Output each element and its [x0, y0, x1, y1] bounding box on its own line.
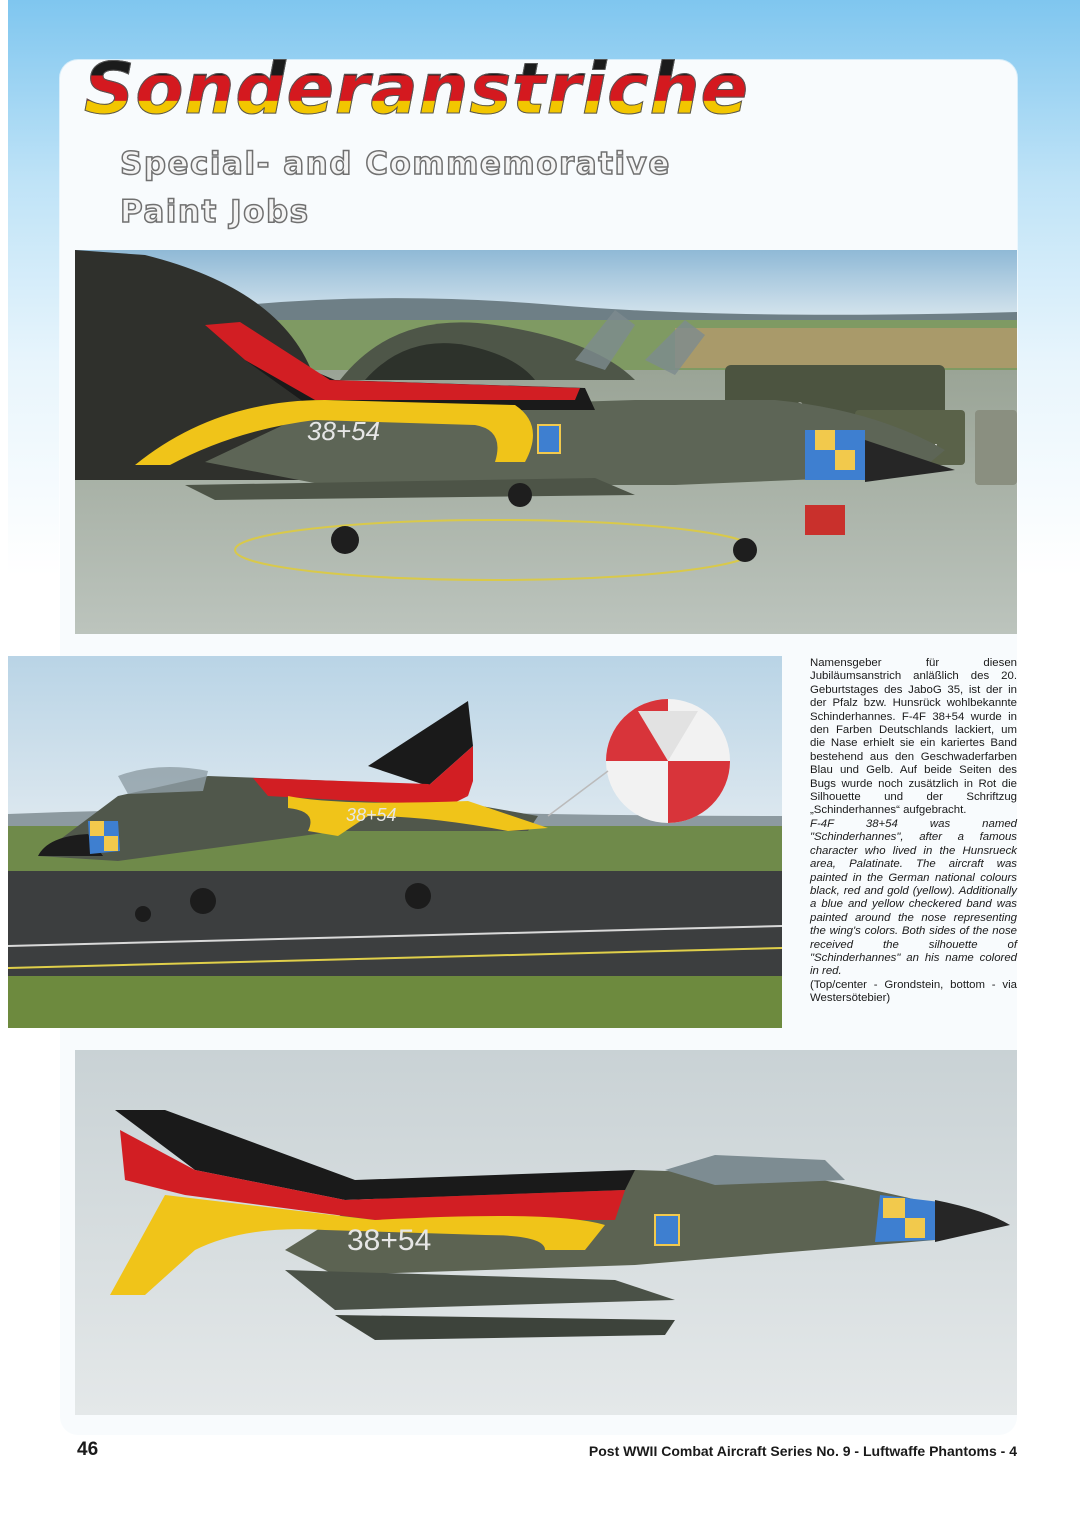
- photo-middle-phantom-drag-chute: [8, 656, 782, 1028]
- top-serial-text: 38+54: [307, 416, 381, 446]
- page-subtitle: [120, 140, 671, 236]
- bottom-serial-text: 38+54: [347, 1224, 432, 1257]
- subtitle-line-1: Special- and Commemorative: [120, 146, 671, 182]
- photo-bottom-illustration: [75, 1050, 1017, 1415]
- series-title: Post WWII Combat Aircraft Series No. 9 - Luftwaffe Phantoms - 4: [588, 1443, 1017, 1459]
- middle-serial-text: 38+54: [346, 805, 397, 825]
- caption-credit: (Top/center - Grondstein, bottom - via Westersötebier): [810, 978, 1017, 1005]
- photo-bottom-phantom-in-flight: [75, 1050, 1017, 1415]
- subtitle-line-2: Paint Jobs: [120, 194, 310, 230]
- caption-german: Namensgeber für diesen Jubiläumsanstrich anläßlich des 20. Geburtstages des JaboG 35, ist der in der Pfalz bzw. Hunsrück wohlbekannte Schinderhannes. F-4F 38+54 wurde in den Farben Deutschlands lackiert, um die Nase erhielt sie ein kariertes Band bestehend aus den Geschwaderfarben Blau und Gelb. Auf beide Seiten des Bugs wurde noch zusätzlich in Rot die Silhouette und der Schriftzug „Schinderhannes“ aufgebracht.: [810, 657, 1017, 817]
- photo-caption: [810, 657, 1017, 1006]
- page-title: Sonderanstriche: [84, 48, 749, 130]
- caption-english: F-4F 38+54 was named "Schinderhannes", after a famous character who lived in the Hunsrueck area, Palatinate. The aircraft was painted in the German national colours black, red and gold (yellow). Additionally a blue and yellow checkered band was painted around the nose representing the wing's colors. Both sides of the nose received the silhouette of "Schinderhannes" an his name colored in red.: [810, 817, 1017, 978]
- photo-top-phantom-at-shelter: [75, 250, 1017, 634]
- page-number: 46: [77, 1439, 99, 1460]
- photo-middle-illustration: [8, 656, 782, 1028]
- photo-top-illustration: [75, 250, 1017, 634]
